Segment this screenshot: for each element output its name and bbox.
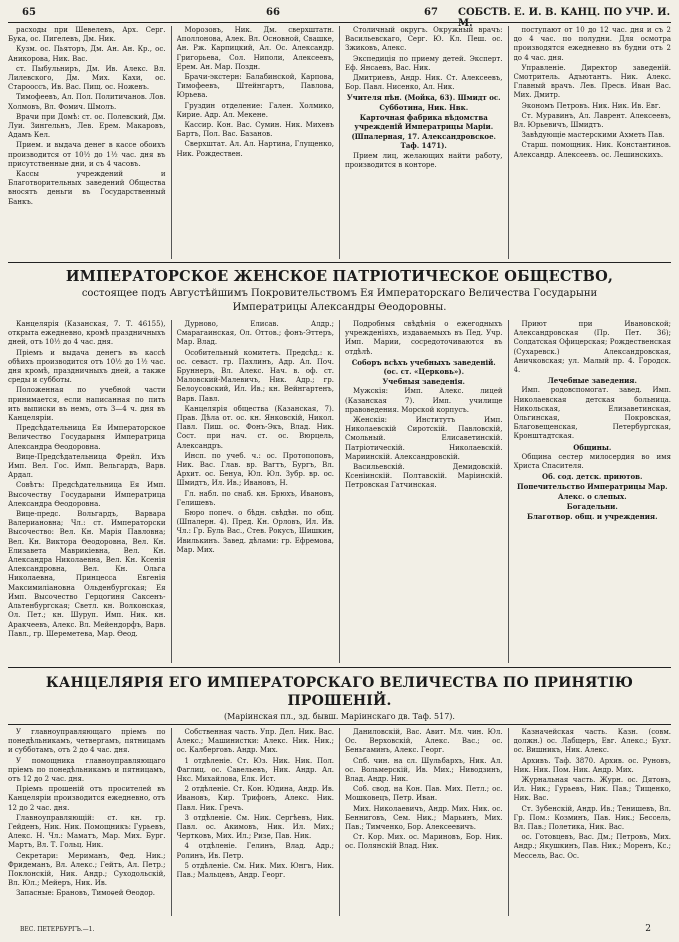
text-paragraph: Приют при Ивановской; Александровская (Пр. Пет. 36); Солдатская Офицерская; Рождественская (Сухаревск.) Александровская, Аничковская; ул. Малый пр. 4. Городск. 4. (513, 320, 671, 375)
text-paragraph: Спб. чин. на сл. Шульбархъ, Ник. Ал. ос. Вольмерскій, Ив. Мих.; Ниводзинъ, Влад. Андр. Ник. (345, 756, 503, 784)
text-paragraph: Прием лиц, желающих найти работу, производится в конторе. (345, 151, 503, 169)
text-paragraph: Мих. Николаевичъ, Андр. Мих. Ник. ос. Бенниговъ, Сем. Ник.; Марьинъ, Мих. Пав.; Тимченко, Бор. Алексеевичъ. (345, 804, 503, 832)
text-paragraph: Богадельни. (566, 501, 618, 511)
middle-columns (8, 320, 671, 663)
text-paragraph: расходы при Шевелевъ, Арх. Серг. Бука, ос. Пигелевъ, Дм. Ник. (8, 26, 166, 44)
top-column-2 (177, 26, 335, 259)
text-paragraph: Завѣдующіе мастерскими Ахметь Пав. (521, 131, 665, 140)
text-paragraph: Женскія: Институтъ Имп. Николаевскій Сиротскій. Павловскій, Смольный. Елисаветинскій. Патріотическій. Николаевскій. Мариинскій. Александровскій. (345, 416, 503, 461)
text-paragraph: Запасные: Брановъ, Тимоѳей Ѳеодор. (16, 889, 155, 898)
text-paragraph: Управленіе. Директор заведеній. Смотритель. Адъютантъ. Ник. Алекс. Главный врачъ. Лев. Пресв. Иван Вас. Мих. Дмитр. (513, 63, 671, 100)
section-rule (8, 667, 671, 668)
text-paragraph: Совѣтъ: Предсѣдательница Ея Имп. Высочеству Государыни Императрица Александра Ѳеодоровна. (8, 481, 166, 508)
text-paragraph: Врачи при Домѣ: ст. ос. Полевский, Дм. Луи. Зингельнъ, Лев. Ерем. Макаровъ, Адамъ Кел. (8, 112, 166, 140)
page-number-right: 67 (424, 7, 438, 18)
column-divider (508, 320, 509, 663)
column-divider (508, 26, 509, 259)
text-paragraph: Положенная по учебной части принимается, если написанная по пить ить выписки въ немъ, отъ 3—4 ч. дня въ Канцеляріи. (8, 386, 166, 423)
text-paragraph: У помощника главноуправляющаго пріемъ по понедѣльникамъ и пятницамъ, отъ 12 до 2 час. дня. (8, 756, 166, 784)
text-paragraph: Морозовъ, Ник. Дм. сверхштатн. Аполлонова, Алек. Вл. Основной, Свашке, Ан. Рж. Карпицкий, Ал. Ос. Александр. Григорьева, Сол. Ниполи, Алексеевъ, Ерем. Ан. Мар. Поздн. (176, 26, 334, 71)
text-paragraph: Гл. набл. по снаб. кн. Брюхъ, Ивановъ, Гелишевъ. (176, 489, 334, 507)
text-paragraph: Журнальная часть. Журн. ос. Дятовъ, Ил. Ник.; Гурьевъ, Ник. Пав.; Тищенко, Ник. Вас. (513, 776, 671, 803)
chancellery-title: КАНЦЕЛЯРІЯ ЕГО ИМПЕРАТОРСКАГО ВЕЛИЧЕСТВА ПО ПРИНЯТІЮ ПРОШЕНІЙ. (45, 675, 634, 709)
middle-column-2 (177, 320, 335, 663)
bottom-columns (8, 728, 671, 916)
text-paragraph: Пріемъ и выдача денегъ въ кассѣ обѣихъ производится отъ 10½ до 1½ час. дня кромѣ, праздничныхъ дней, а также среды и субботы. (8, 348, 166, 385)
text-paragraph: поступают от 10 до 12 час. дня и съ 2 до 4 час. по полудни. Для осмотра производятся ежедневно въ будни отъ 2 до 4 час. дня. (513, 26, 671, 62)
top-column-3 (345, 26, 503, 259)
middle-column-4 (514, 320, 672, 663)
text-paragraph: Об. сод. детск. приютов. (542, 472, 643, 482)
text-paragraph: Казначейская часть. Казн. (совм. должн.) ос. Лабщеръ, Евг. Алекс.; Бухг. ос. Вишникъ, Ник. Алекс. (513, 728, 671, 755)
text-paragraph: Пріемъ прошеній отъ просителей въ Канцеляріи производится ежедневно, отъ 12 до 2 час. дня. (8, 785, 166, 812)
chancellery-subtitle: (Маріинская пл., зд. бывш. Маріинскаго дв. Таф. 517). (224, 712, 455, 721)
text-paragraph: Карточная фабрика вѣдомства учрежденій Императрицы Маріи. (354, 112, 494, 132)
text-paragraph: 2 отдѣленіе. Ст. Кон. Юдина, Андр. Ив. Ивановъ, Кир. Трифонъ, Алекс. Ник. Павл. Ник. Гречъ. (176, 785, 334, 812)
footer-page-number: 2 (645, 924, 651, 934)
text-paragraph: Дмитриевъ, Андр. Ник. Ст. Алексеевъ, Бор. Павл. Нисенко, Ал. Ник. (345, 74, 503, 92)
page-footer (8, 926, 671, 936)
society-title: ИМПЕРАТОРСКОЕ ЖЕНСКОЕ ПАТРІОТИЧЕСКОЕ ОБЩЕСТВО, (65, 268, 614, 285)
bottom-column-1 (8, 728, 166, 916)
column-divider (339, 26, 340, 259)
text-paragraph: Мужскія: Имп. Алекс. лицей (Казанская 7). Имп. училище правоведения. Морской корпусъ. (345, 387, 503, 414)
top-column-4 (514, 26, 672, 259)
column-divider (508, 728, 509, 916)
column-divider (171, 728, 172, 916)
bottom-column-4 (514, 728, 672, 916)
text-paragraph: Дурново, Елисав. Алдр.; Смарагаинская, Ол. Оттов.; фонъ-Эттеръ, Мар. Влад. (176, 320, 334, 347)
text-paragraph: Собственная часть. Упр. Дел. Ник. Вас. Алекс.; Машинистки: Алекс. Ник. Ник.; ос. Калберговъ. Андр. Мих. (176, 728, 334, 755)
text-paragraph: 4 отдѣленіе. Гелинъ, Влад. Адр.; Ролинъ, Ив. Петр. (176, 842, 334, 860)
page-number-left: 65 (22, 7, 36, 18)
text-paragraph: Лечебные заведения. (547, 376, 637, 386)
page-number-middle: 66 (266, 7, 280, 18)
text-paragraph: Старш. помощник. Ник. Константинов. Александр. Алексеевъ. ос. Лешинскихъ. (513, 141, 671, 159)
text-paragraph: Канцелярія общества (Казанская, 7). Прав. Дѣла от. ос. кн. Янковскій, Никол. Павл. Пиш. ос. Фонъ-Экъ, Влад. Ник. Сост. при нач. ст. ос. Вюрцель, Александръ. (176, 404, 334, 450)
page-header (8, 5, 671, 29)
column-divider (171, 320, 172, 663)
text-paragraph: Архивъ. Таф. 3870. Архив. ос. Руновъ, Ник. Ник. Пом. Ник. Андр. Мих. (513, 756, 671, 774)
text-paragraph: Прием. и выдача денег в кассе обоихъ производится от 10½ до 1½ час. дня въ присутственные дни, и съ 4 часовъ. (8, 141, 166, 168)
text-paragraph: 3 отдѣленіе. См. Ник. Сергѣевъ, Ник. Павл. ос. Акимовъ, Ник. Ил. Мих.; Чертковъ, Мих. Ил.; Ризе, Пав. Ник. (176, 813, 334, 841)
text-paragraph: Ст. Зубенскій, Андр. Ив.; Тенишевъ, Вл. Гр. Пом.: Козминъ, Пав. Ник.; Бессель, Вл. Пав.; Полетика, Ник. Вас. (513, 804, 671, 832)
text-paragraph: Кассы учреждений и Благотворительных заведений Общества вносятъ деньги въ Государственный Банкъ. (8, 170, 166, 206)
text-paragraph: Тимофеевъ, Ал. Пол. Политичанов. Лов. Холмовъ, Вл. Фомич. Шмолъ. (8, 93, 166, 111)
text-paragraph: Вице-Предсѣдательница Фрейл. Ихъ Имп. Вел. Гос. Имп. Вельгардъ, Варв. Ардал. (8, 452, 166, 480)
column-divider (339, 728, 340, 916)
text-paragraph: Соб. свод. на Кон. Пав. Мих. Петл.; ос. Мошковецъ, Петр. Иван. (345, 785, 503, 803)
text-paragraph: У главноуправляющаго пріемъ по понедѣльникамъ, четвергамъ, пятницамъ и субботамъ, отъ 2 до 4 час. дня. (8, 728, 166, 755)
bottom-column-3 (345, 728, 503, 916)
text-paragraph: Кузм. ос. Пьяторъ, Дм. Ан. Ан. Кр., ос. Аникорова, Ник. Вас. (8, 45, 166, 63)
header-rule (8, 22, 671, 23)
text-paragraph: Канцелярія (Казанская, 7. Т. 46155), открыта ежедневно, кромѣ праздничныхъ дней, отъ 10½ до 4 час. дня. (8, 320, 166, 347)
text-paragraph: Экономъ Петровъ. Ник. Ник. Ив. Евг. (521, 101, 661, 110)
footer-signature: ВЕС. ПЕТЕРБУРГЪ.—1. (20, 926, 95, 933)
top-column-1 (8, 26, 166, 259)
bottom-column-2 (177, 728, 335, 916)
text-paragraph: ст. Пыбульниръ, Дм. Ив. Алекс. Вл. Лилевского, Дм. Мих. Кахи, ос. Старооссъ, Ив. Вас. Пищ. ос. Ножевъ. (8, 64, 166, 92)
text-paragraph: 1 отдѣленіе. Ст. Юз. Ник. Ник. Пол. Фаглиц. ос. Савельевъ, Ник. Андр. Ал. Нкс. Михайлова, Елк. Ист. (176, 756, 334, 784)
column-divider (171, 26, 172, 259)
text-paragraph: 5 отдѣленіе. См. Ник. Мих. Юнгъ, Ник. Пав.; Мальцевъ, Андр. Георг. (176, 861, 334, 880)
top-columns (8, 26, 671, 259)
text-paragraph: Попечительство Императрицы Мар. Алекс. о слепых. (516, 482, 668, 501)
text-paragraph: Ст. Муравинъ, Ал. Лаврент. Алексеевъ, Вл. Юрьевичъ, Шмидтъ. (513, 111, 671, 130)
text-paragraph: Ст. Кор. Мих. ос. Мариновъ, Бор. Ник. ос. Полянскій Влад. Ник. (345, 833, 503, 851)
text-paragraph: (Шпалерная, 17. Александровское. Таф. 1471). (351, 132, 496, 151)
middle-column-3 (345, 320, 503, 663)
text-paragraph: Сверхштат. Ал. Ал. Нартина, Глущенко, Ник. Рождествен. (176, 140, 334, 158)
text-paragraph: Васильевскій. Демидовскій. Ксеніинскій. Полтавскій. Маріинскій. Петровская Гатчинская. (345, 463, 503, 490)
text-paragraph: Бюро попеч. о бѣдн. свѣдѣн. по общ. (Шпалерн. 4). Пред. Кн. Орловъ, Ил. Ив. Чл.: Гр. Буль Вас., Стев. Рокусъ, Шишкин, Ивилькинъ. Завед. дѣлами: гр. Ефремова, Мар. Мих. (176, 509, 334, 554)
text-paragraph: Груздин отделение: Гален. Холмико, Кирие. Адр. Ал. Мекене. (176, 101, 334, 119)
section-rule (8, 724, 671, 725)
middle-column-1 (8, 320, 166, 663)
text-paragraph: Даниловскій, Вас. Авит. Мл. чин. Юл. Ос. Верховскій, Алекс. Вас.; ос. Беньгаминъ, Алекс. Георг. (345, 728, 503, 755)
text-paragraph: Учителя пѣн. (Мойка, 63). Шмидт ос. Субботина, Ник. Нвк. (346, 93, 501, 112)
text-paragraph: Особительный комитетъ. Предсѣд.: к. ос. севаст. гр. Пахлинъ, Адр. Ал. Поч. Бруннеръ, Вл. Алекс. Нач. в. оф. ст. Маловский-Малевичъ, Ник. Адр.; гр. Белоусовский, Ил. Ив.; кн. Вейнгартенъ, Варв. Павл. (176, 348, 334, 403)
society-subtitle-2: Императрицы Александры Ѳеодоровны. (232, 302, 447, 313)
text-paragraph: Община сестер милосердия во имя Христа Спасителя. (513, 452, 671, 471)
column-divider (339, 320, 340, 663)
text-paragraph: Инсп. по учеб. ч.: ос. Протопоповъ, Ник. Вас. Глав. вр. Вагтъ, Бургъ, Вл. Архит. ос. Бенуа, Юл. Юл. Зубр. вр. ос. Шмидтъ, Ил. Ив.; Ивановъ, Н. (176, 451, 334, 488)
society-subtitle: состоящее подъ Августѣйшимъ Покровительствомъ Ея Императорскаго Величества Государыни (81, 288, 598, 299)
text-paragraph: Кассир. Кон. Вас. Сумин. Ник. Михевъ Бартъ, Пол. Вас. Базанов. (176, 121, 334, 139)
text-paragraph: Благотвор. общ. и учреждения. (526, 512, 658, 522)
text-paragraph: Экспедиція по приему детей. Эксперт. Еф. Янсаевъ, Вас. Ник. (345, 54, 503, 72)
text-paragraph: Вице-предс. Вольгардъ, Варвара Валериановна; Чл.: ст. Императорски Высочество: Вел. Кн. Марія Павловна; Вел. Кн. Виктора Ѳеодоровна, Вел. Кн. Елизавета Маврикіевна, Вел. Кн. Александра Николаевна, Вел. Кн. Ксенія Александровна, Вел. Кн. Ольга Николаевна, Принцесса Евгенія Максимиліановна Ольденбургская; Ея Имп. Высочество Герцогиня Саксенъ-Альтенбургская; Светл. кн. Волконская, Ол. Пет.; кн. Шуруп. Имп. Ник. кн. Аракчеевъ, Алекс. Вл. Мейендорфъ, Варв. Павл., гр. Шереметева, Мар. Ѳеод. (8, 510, 166, 638)
text-paragraph: Имп. родовспомогат. завед. Имп. Николаевская детская больница. Никольская, Елизаветинская, Ольгинская, Покровская, Благовещенская, Петербургская, Кронштадтская. (513, 386, 671, 441)
text-paragraph: Соборъ всѣхъ учебныхъ заведеній. (ос. ст. «Церковь»). (351, 357, 496, 377)
text-paragraph: Общины. (573, 442, 612, 452)
text-paragraph: Учебныя заведенія. (382, 377, 465, 387)
text-paragraph: Подробныя свѣдѣнія о ежегодныхъ учрежденіяхъ, издаваемыхъ въ Пед. Учр. Имп. Марии, сосредоточиваются въ отдѣлѣ. (345, 320, 503, 356)
text-paragraph: Брачи-экстерн: Балабинской, Карпова, Тимофеевъ, Штейнгартъ, Павлова, Юрьева. (176, 73, 334, 100)
text-paragraph: Предсѣдательница Ея Императорское Величество Государыня Императрица Александра Ѳеодоровна. (8, 424, 166, 451)
running-title: СОБСТВ. Е. И. В. КАНЦ. ПО УЧР. И. М. (458, 7, 671, 29)
section-rule (8, 262, 671, 263)
text-paragraph: ос. Готовцевъ, Вас. Дм.; Петровъ, Мих. Андр.; Якушкинъ, Пав. Ник.; Моренъ, Кс.; Мессель, Вас. Ос. (513, 833, 671, 860)
text-paragraph: Столичный округъ. Окружный врачъ: Васильевскаго, Серг. Ю. Кл. Пеш. ос. Зжиковъ, Алекс. (345, 26, 503, 53)
text-paragraph: Секретари: Мериманъ, Фед. Ник.; Фридеманъ, Вл. Алекс.; Гейтъ, Ал. Петр.; Поклонскій, Ник. Андр.; Суходольскій, Вл. Юл.; Мейеръ, Ник. Ив. (8, 851, 166, 888)
text-paragraph: Главноуправляющій: ст. кн. гр. Гейденъ, Ник. Ник. Помощникъ: Гурьевъ, Алекс. Н. Чл.: Маматъ, Мар. Мих. Бург. Мартъ, Вл. Т. Гольц. Ник. (8, 813, 166, 850)
